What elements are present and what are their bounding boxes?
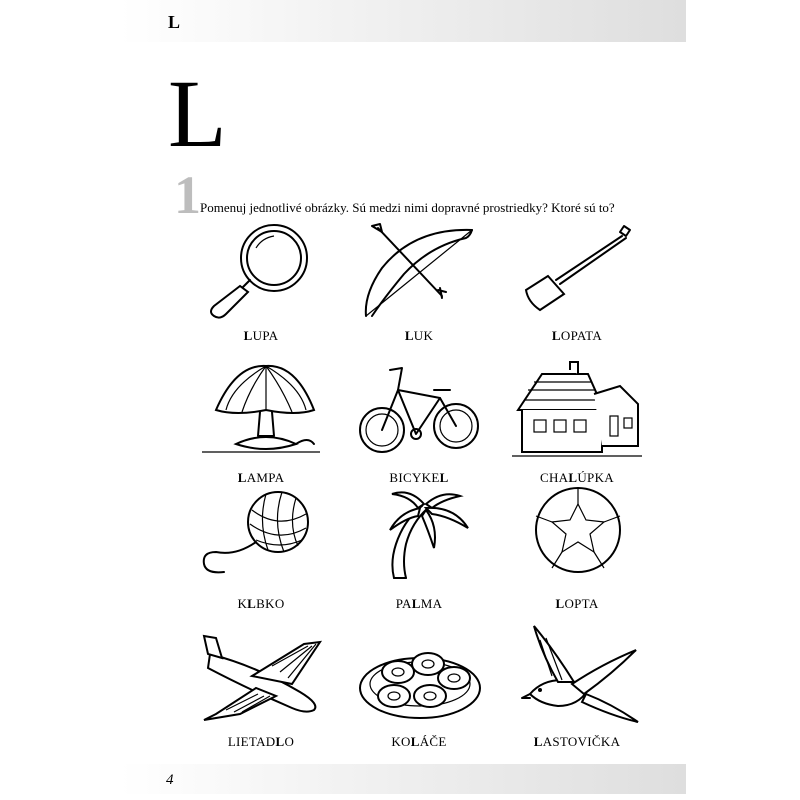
magnifying-glass-icon bbox=[196, 218, 326, 323]
picture-item bbox=[334, 486, 504, 611]
picture-item bbox=[334, 624, 504, 749]
bow-arrow-icon bbox=[354, 218, 484, 323]
picture-label: LASTOVIČKA bbox=[533, 734, 621, 749]
airplane-icon bbox=[196, 624, 326, 729]
page-number: 4 bbox=[166, 772, 174, 788]
header-bar bbox=[120, 0, 686, 42]
picture-item bbox=[334, 360, 504, 485]
ball-icon bbox=[512, 486, 642, 591]
swallow-icon bbox=[512, 624, 642, 729]
chapter-letter: L bbox=[168, 60, 227, 167]
picture-item bbox=[176, 218, 346, 343]
picture-label: LOPATA bbox=[551, 328, 603, 343]
picture-item bbox=[492, 360, 662, 485]
yarn-ball-icon bbox=[196, 486, 326, 591]
picture-item bbox=[334, 218, 504, 343]
picture-label: LOPTA bbox=[555, 596, 599, 611]
picture-item bbox=[176, 624, 346, 749]
picture-label: LUK bbox=[404, 328, 434, 343]
palm-tree-icon bbox=[354, 486, 484, 591]
bicycle-icon bbox=[354, 360, 484, 465]
picture-label: LUPA bbox=[243, 328, 279, 343]
picture-label: LAMPA bbox=[237, 470, 285, 485]
picture-label: PALMA bbox=[395, 596, 443, 611]
picture-label: CHALÚPKA bbox=[540, 470, 614, 485]
picture-item bbox=[492, 218, 662, 343]
picture-item bbox=[492, 624, 662, 749]
picture-item bbox=[492, 486, 662, 611]
cottage-icon bbox=[512, 360, 642, 465]
picture-label: KLBKO bbox=[237, 596, 285, 611]
workbook-page bbox=[120, 0, 686, 800]
cakes-plate-icon bbox=[354, 624, 484, 729]
footer-bar bbox=[120, 764, 686, 794]
picture-item bbox=[176, 486, 346, 611]
picture-label: BICYKEL bbox=[389, 470, 449, 485]
shovel-icon bbox=[512, 218, 642, 323]
picture-label: KOLÁČE bbox=[391, 734, 447, 749]
header-letter: L bbox=[168, 12, 181, 32]
lamp-icon bbox=[196, 360, 326, 465]
picture-label: LIETADLO bbox=[227, 734, 295, 749]
task-number: 1 bbox=[174, 165, 201, 225]
task-instruction: Pomenuj jednotlivé obrázky. Sú medzi nimi dopravné prostriedky? Ktoré sú to? bbox=[200, 200, 615, 215]
picture-item bbox=[176, 360, 346, 485]
